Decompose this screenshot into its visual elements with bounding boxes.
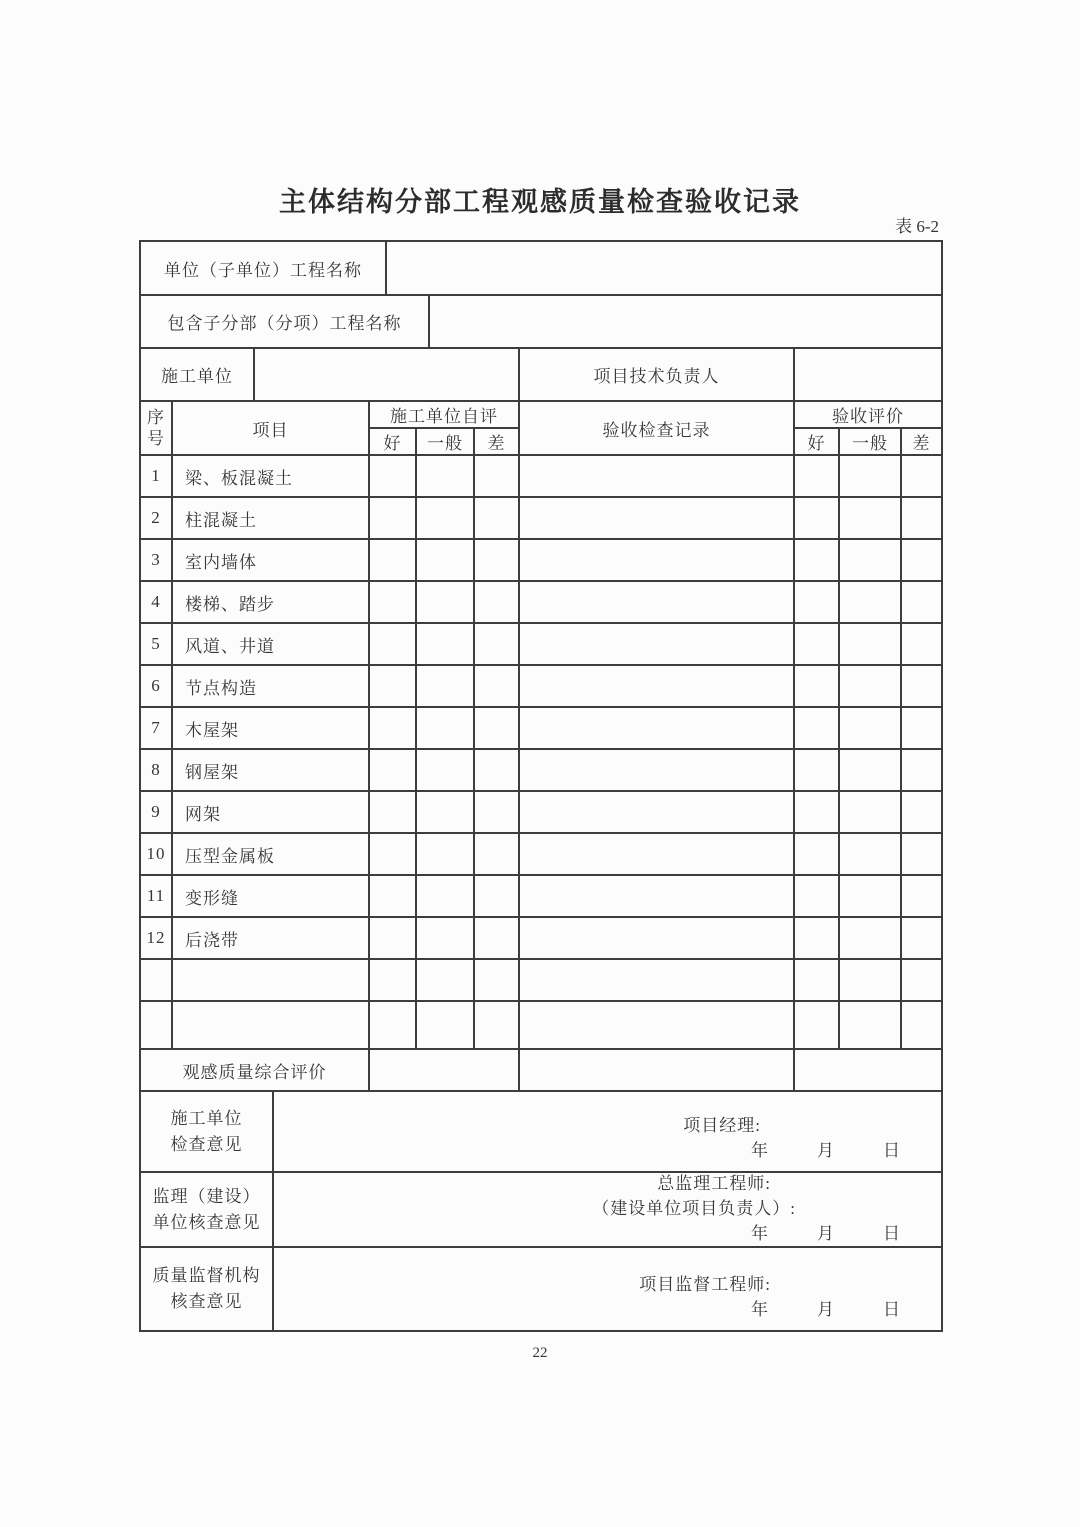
self-eval-poor-cell (474, 455, 519, 497)
item-no-cell: 4 (140, 581, 172, 623)
self-eval-fair-cell (416, 959, 474, 1001)
accept-eval-poor-cell (901, 665, 942, 707)
self-eval-fair-cell (416, 749, 474, 791)
inspection-form-table (139, 240, 943, 1332)
self-eval-fair-cell (416, 917, 474, 959)
signature-owner-representative: （建设单位项目负责人）: (592, 1199, 796, 1218)
summary-self-eval-cell (369, 1049, 519, 1091)
supervisor-check-opinion-field (273, 1172, 942, 1247)
self-eval-poor-cell (474, 791, 519, 833)
table-ref-label: 表 6-2 (895, 217, 939, 236)
item-no-cell: 6 (140, 665, 172, 707)
construction-unit-label: 施工单位 (140, 348, 254, 401)
self-eval-fair-cell (416, 581, 474, 623)
self-eval-poor-cell (474, 749, 519, 791)
self-eval-fair-cell (416, 1001, 474, 1049)
self-eval-good-cell (369, 1001, 416, 1049)
accept-eval-poor-cell (901, 455, 942, 497)
self-eval-good-cell (369, 539, 416, 581)
table-row (140, 833, 942, 875)
self-eval-fair-cell (416, 623, 474, 665)
self-eval-good-cell (369, 749, 416, 791)
inspection-record-cell (519, 875, 794, 917)
accept-eval-poor-cell (901, 539, 942, 581)
header-item: 项目 (172, 401, 369, 455)
table-row (140, 539, 942, 581)
accept-eval-good-cell (794, 959, 839, 1001)
header-accept-good: 好 (794, 428, 839, 455)
accept-eval-fair-cell (839, 623, 901, 665)
table-row (140, 581, 942, 623)
self-eval-poor-cell (474, 539, 519, 581)
date-line (751, 1138, 901, 1163)
supervisor-check-opinion-line2: 单位核查意见 (152, 1212, 261, 1232)
self-eval-good-cell (369, 833, 416, 875)
inspection-record-cell (519, 791, 794, 833)
accept-eval-poor-cell (901, 917, 942, 959)
unit-project-name-label: 单位（子单位）工程名称 (140, 241, 386, 295)
self-eval-fair-cell (416, 497, 474, 539)
self-eval-poor-cell (474, 1001, 519, 1049)
accept-eval-fair-cell (839, 539, 901, 581)
table-row (140, 707, 942, 749)
page-title: 主体结构分部工程观感质量检查验收记录 (279, 187, 801, 217)
inspection-record-cell (519, 665, 794, 707)
inspection-record-cell (519, 749, 794, 791)
table-row (140, 497, 942, 539)
item-no-cell: 2 (140, 497, 172, 539)
supervisor-check-opinion-label (140, 1172, 273, 1247)
item-name-cell (172, 959, 369, 1001)
accept-eval-poor-cell (901, 875, 942, 917)
construction-check-opinion-field (273, 1091, 942, 1172)
accept-eval-poor-cell (901, 791, 942, 833)
accept-eval-poor-cell (901, 623, 942, 665)
accept-eval-good-cell (794, 791, 839, 833)
item-name-cell: 后浇带 (172, 917, 369, 959)
inspection-record-cell (519, 833, 794, 875)
accept-eval-good-cell (794, 665, 839, 707)
accept-eval-good-cell (794, 707, 839, 749)
item-no-cell: 10 (140, 833, 172, 875)
accept-eval-good-cell (794, 623, 839, 665)
item-no-cell: 9 (140, 791, 172, 833)
header-accept-poor: 差 (901, 428, 942, 455)
self-eval-good-cell (369, 455, 416, 497)
table-row (140, 875, 942, 917)
table-row (140, 665, 942, 707)
header-accept-fair: 一般 (839, 428, 901, 455)
inspection-record-cell (519, 917, 794, 959)
item-no-cell: 5 (140, 623, 172, 665)
quality-agency-check-opinion-line2: 核查意见 (170, 1292, 243, 1311)
page-number: 22 (532, 1345, 548, 1361)
self-eval-good-cell (369, 791, 416, 833)
item-no-cell: 1 (140, 455, 172, 497)
self-eval-poor-cell (474, 581, 519, 623)
item-name-cell: 压型金属板 (172, 833, 369, 875)
header-seq: 序号 (140, 401, 172, 455)
supervisor-check-opinion-line1: 监理（建设） (152, 1186, 261, 1206)
date-year-label: 年 (751, 1224, 769, 1243)
accept-eval-good-cell (794, 581, 839, 623)
summary-record-cell (519, 1049, 794, 1091)
accept-eval-fair-cell (839, 455, 901, 497)
self-eval-fair-cell (416, 665, 474, 707)
item-name-cell: 风道、井道 (172, 623, 369, 665)
date-line (751, 1221, 901, 1246)
accept-eval-poor-cell (901, 959, 942, 1001)
item-no-cell: 7 (140, 707, 172, 749)
inspection-record-cell (519, 455, 794, 497)
header-self-fair: 一般 (416, 428, 474, 455)
quality-agency-check-opinion-field (273, 1247, 942, 1331)
accept-eval-poor-cell (901, 581, 942, 623)
table-row (140, 455, 942, 497)
accept-eval-fair-cell (839, 581, 901, 623)
self-eval-poor-cell (474, 497, 519, 539)
self-eval-poor-cell (474, 833, 519, 875)
self-eval-fair-cell (416, 539, 474, 581)
self-eval-poor-cell (474, 875, 519, 917)
item-no-cell (140, 959, 172, 1001)
accept-eval-poor-cell (901, 707, 942, 749)
inspection-record-cell (519, 623, 794, 665)
self-eval-fair-cell (416, 791, 474, 833)
self-eval-good-cell (369, 665, 416, 707)
item-name-cell: 室内墙体 (172, 539, 369, 581)
accept-eval-fair-cell (839, 791, 901, 833)
construction-check-opinion-label (140, 1091, 273, 1172)
accept-eval-fair-cell (839, 665, 901, 707)
accept-eval-poor-cell (901, 497, 942, 539)
item-name-cell (172, 1001, 369, 1049)
signature-supervising-engineer: 项目监督工程师: (639, 1275, 771, 1294)
accept-eval-good-cell (794, 875, 839, 917)
inspection-record-cell (519, 539, 794, 581)
item-no-cell: 8 (140, 749, 172, 791)
date-month-label: 月 (817, 1141, 835, 1160)
header-accept-eval: 验收评价 (794, 401, 942, 428)
header-self-eval: 施工单位自评 (369, 401, 519, 428)
header-record: 验收检查记录 (519, 401, 794, 455)
self-eval-poor-cell (474, 959, 519, 1001)
table-row (140, 749, 942, 791)
accept-eval-fair-cell (839, 1001, 901, 1049)
summary-accept-eval-cell (794, 1049, 942, 1091)
accept-eval-fair-cell (839, 707, 901, 749)
accept-eval-good-cell (794, 497, 839, 539)
self-eval-fair-cell (416, 875, 474, 917)
date-year-label: 年 (751, 1300, 769, 1319)
accept-eval-fair-cell (839, 833, 901, 875)
construction-check-opinion-line2: 检查意见 (170, 1134, 243, 1154)
item-name-cell: 钢屋架 (172, 749, 369, 791)
construction-unit-field (254, 348, 519, 401)
self-eval-good-cell (369, 875, 416, 917)
inspection-record-cell (519, 959, 794, 1001)
item-name-cell: 节点构造 (172, 665, 369, 707)
signature-project-manager: 项目经理: (683, 1116, 761, 1135)
table-row (140, 1001, 942, 1049)
table-row (140, 791, 942, 833)
inspection-record-cell (519, 497, 794, 539)
accept-eval-fair-cell (839, 749, 901, 791)
accept-eval-fair-cell (839, 875, 901, 917)
accept-eval-good-cell (794, 833, 839, 875)
sub-division-name-label: 包含子分部（分项）工程名称 (140, 295, 429, 348)
self-eval-poor-cell (474, 623, 519, 665)
self-eval-good-cell (369, 497, 416, 539)
inspection-record-cell (519, 1001, 794, 1049)
item-no-cell: 11 (140, 875, 172, 917)
self-eval-fair-cell (416, 833, 474, 875)
self-eval-good-cell (369, 581, 416, 623)
accept-eval-poor-cell (901, 833, 942, 875)
date-year-label: 年 (751, 1141, 769, 1160)
accept-eval-good-cell (794, 917, 839, 959)
item-name-cell: 柱混凝土 (172, 497, 369, 539)
unit-project-name-field (386, 241, 942, 295)
accept-eval-fair-cell (839, 497, 901, 539)
tech-director-label: 项目技术负责人 (519, 348, 794, 401)
item-name-cell: 木屋架 (172, 707, 369, 749)
accept-eval-poor-cell (901, 749, 942, 791)
self-eval-poor-cell (474, 707, 519, 749)
item-name-cell: 楼梯、踏步 (172, 581, 369, 623)
accept-eval-good-cell (794, 539, 839, 581)
quality-agency-check-opinion-label (140, 1247, 273, 1331)
accept-eval-good-cell (794, 1001, 839, 1049)
table-row (140, 917, 942, 959)
accept-eval-fair-cell (839, 917, 901, 959)
construction-check-opinion-line1: 施工单位 (170, 1108, 243, 1128)
item-name-cell: 变形缝 (172, 875, 369, 917)
header-self-good: 好 (369, 428, 416, 455)
signature-chief-supervisor: 总监理工程师: (657, 1174, 771, 1193)
accept-eval-good-cell (794, 749, 839, 791)
item-name-cell: 梁、板混凝土 (172, 455, 369, 497)
self-eval-good-cell (369, 623, 416, 665)
accept-eval-fair-cell (839, 959, 901, 1001)
item-no-cell: 12 (140, 917, 172, 959)
self-eval-good-cell (369, 707, 416, 749)
item-no-cell (140, 1001, 172, 1049)
header-self-poor: 差 (474, 428, 519, 455)
tech-director-field (794, 348, 942, 401)
self-eval-poor-cell (474, 917, 519, 959)
self-eval-poor-cell (474, 665, 519, 707)
accept-eval-good-cell (794, 455, 839, 497)
date-day-label: 日 (883, 1224, 901, 1243)
self-eval-fair-cell (416, 455, 474, 497)
self-eval-good-cell (369, 959, 416, 1001)
item-name-cell: 网架 (172, 791, 369, 833)
item-no-cell: 3 (140, 539, 172, 581)
summary-label: 观感质量综合评价 (140, 1049, 369, 1091)
self-eval-good-cell (369, 917, 416, 959)
inspection-record-cell (519, 581, 794, 623)
self-eval-fair-cell (416, 707, 474, 749)
date-month-label: 月 (817, 1300, 835, 1319)
table-row (140, 623, 942, 665)
date-line (751, 1297, 901, 1322)
inspection-record-cell (519, 707, 794, 749)
table-row (140, 959, 942, 1001)
date-day-label: 日 (883, 1141, 901, 1160)
date-month-label: 月 (817, 1224, 835, 1243)
date-day-label: 日 (883, 1300, 901, 1319)
accept-eval-poor-cell (901, 1001, 942, 1049)
quality-agency-check-opinion-line1: 质量监督机构 (152, 1266, 261, 1285)
sub-division-name-field (429, 295, 942, 348)
